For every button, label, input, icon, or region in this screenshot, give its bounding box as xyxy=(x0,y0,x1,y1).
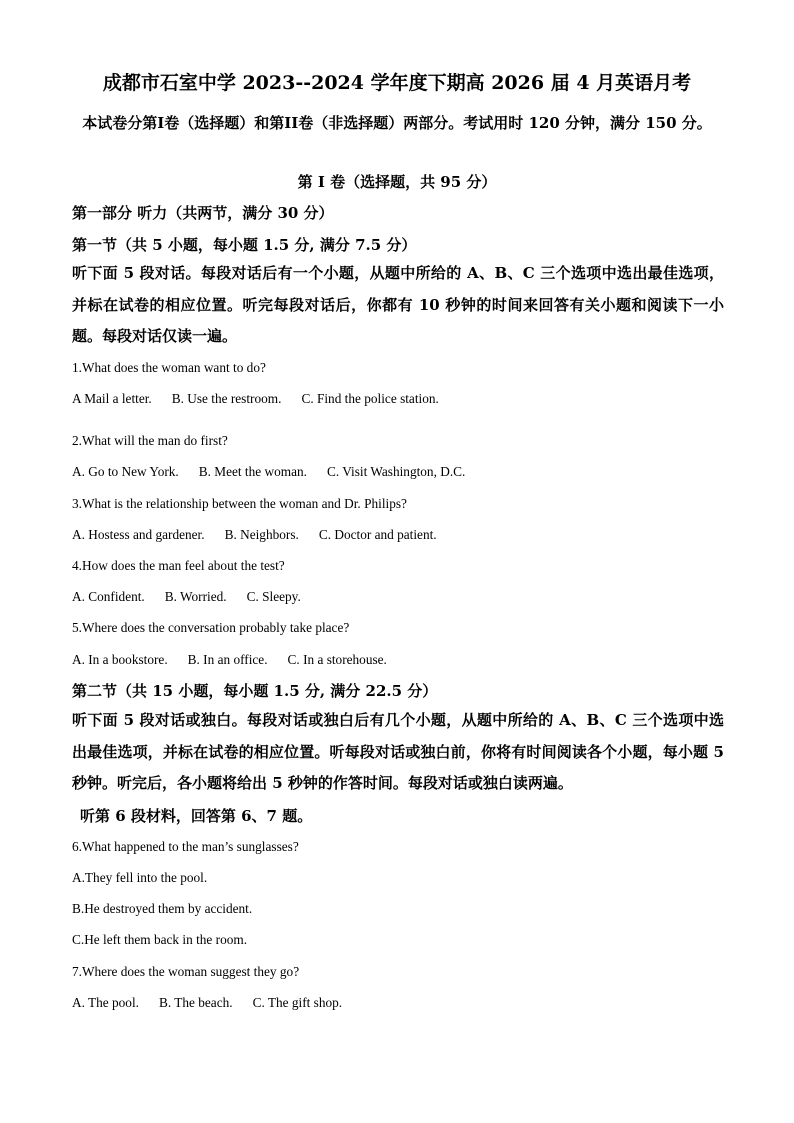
option-a: A. Go to New York. xyxy=(72,464,179,479)
question-6-option-a: A.They fell into the pool. xyxy=(72,870,208,885)
option-b: B. Meet the woman. xyxy=(198,464,307,479)
question-6-option-c: C.He left them back in the room. xyxy=(72,932,248,947)
question-2-options xyxy=(72,463,465,481)
option-b: B. Use the restroom. xyxy=(171,391,282,406)
option-c: C. Find the police station. xyxy=(301,391,439,406)
option-b: B. Worried. xyxy=(164,589,227,604)
material-6-heading: 听第 6 段材料，回答第 6、7 题。 xyxy=(80,807,313,825)
option-c: C. Visit Washington, D.C. xyxy=(326,464,466,479)
section-one-heading: 第一节（共 5 小题，每小题 1.5 分, 满分 7.5 分） xyxy=(72,236,417,254)
part-one-heading: 第 I 卷（选择题，共 95 分） xyxy=(297,173,497,191)
question-3-options xyxy=(72,526,437,544)
exam-title: 成都市石室中学 2023--2024 学年度下期高 2026 届 4 月英语月考 xyxy=(102,72,692,94)
listening-heading: 第一部分 听力（共两节，满分 30 分） xyxy=(72,204,334,222)
question-7-stem: 7.Where does the woman suggest they go? xyxy=(72,964,300,979)
exam-intro: 本试卷分第I卷（选择题）和第II卷（非选择题）两部分。考试用时 120 分钟，满分 150 分。 xyxy=(82,114,712,132)
option-a: A. The pool. xyxy=(72,995,139,1010)
section-two-heading: 第二节（共 15 小题，每小题 1.5 分, 满分 22.5 分） xyxy=(72,682,438,700)
question-4-stem: 4.How does the man feel about the test? xyxy=(72,558,285,573)
option-c: C. The gift shop. xyxy=(252,995,343,1010)
question-7-options xyxy=(72,994,342,1012)
question-5-stem: 5.Where does the conversation probably take place? xyxy=(72,620,350,635)
option-a: A. In a bookstore. xyxy=(72,652,168,667)
question-1-options xyxy=(72,390,439,408)
section-two-instruction: 听下面 5 段对话或独白。每段对话或独白后有几个小题，从题中所给的 A、B、C 三个选项中选出最佳选项，并标在试卷的相应位置。听每段对话或独白前，你将有时间阅读各个小题，每小题 5 秒钟。听完后，各小题将给出 5 秒钟的作答时间。每段对话或独白读两遍。 xyxy=(72,711,724,792)
option-b: B. In an office. xyxy=(187,652,268,667)
question-4-options xyxy=(72,588,301,606)
option-a: A. Confident. xyxy=(72,589,145,604)
option-c: C. In a storehouse. xyxy=(287,652,387,667)
question-1-stem: 1.What does the woman want to do? xyxy=(72,360,266,375)
section-one-instruction: 听下面 5 段对话。每段对话后有一个小题，从题中所给的 A、B、C 三个选项中选出最佳选项，并标在试卷的相应位置。听完每段对话后，你都有 10 秒钟的时间来回答有关小题和阅读下一小题。每段对话仅读一遍。 xyxy=(72,264,724,345)
option-b: B. Neighbors. xyxy=(224,527,299,542)
option-c: C. Doctor and patient. xyxy=(318,527,437,542)
question-6-option-b: B.He destroyed them by accident. xyxy=(72,901,253,916)
question-6-stem: 6.What happened to the man’s sunglasses? xyxy=(72,839,299,854)
question-2-stem: 2.What will the man do first? xyxy=(72,433,228,448)
option-a: A Mail a letter. xyxy=(72,391,152,406)
question-3-stem: 3.What is the relationship between the woman and Dr. Philips? xyxy=(72,496,407,511)
option-b: B. The beach. xyxy=(158,995,233,1010)
question-5-options xyxy=(72,651,387,669)
option-c: C. Sleepy. xyxy=(246,589,301,604)
option-a: A. Hostess and gardener. xyxy=(72,527,205,542)
